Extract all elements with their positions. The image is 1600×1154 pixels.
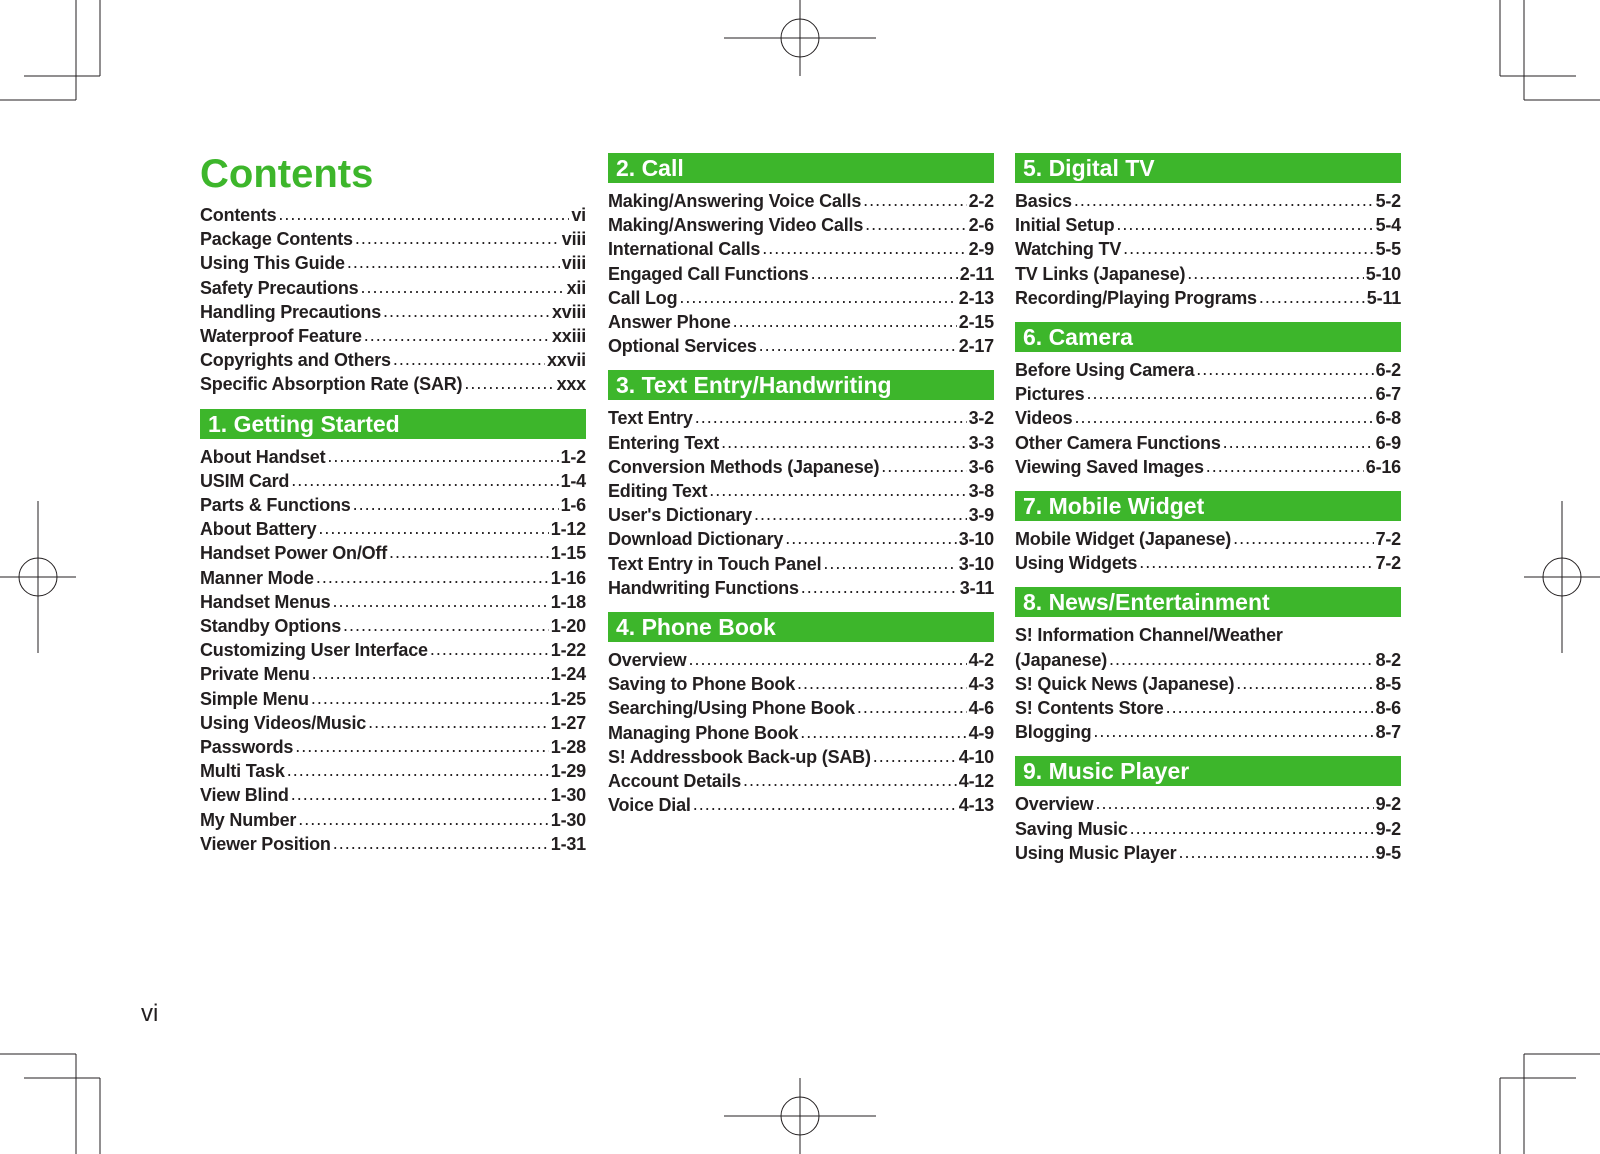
toc-entry-title: Viewing Saved Images bbox=[1015, 456, 1204, 477]
toc-entry-title: International Calls bbox=[608, 239, 761, 260]
dot-leader bbox=[863, 188, 966, 212]
toc-entry-page: 8-2 bbox=[1375, 649, 1401, 670]
dot-leader bbox=[333, 831, 549, 855]
toc-entry-title: Handwriting Functions bbox=[608, 577, 799, 598]
dot-leader bbox=[295, 734, 549, 758]
toc-entry-page: 5-5 bbox=[1375, 239, 1401, 260]
toc-entry-title: Voice Dial bbox=[608, 795, 691, 816]
toc-entry-title: Viewer Position bbox=[200, 833, 331, 854]
dot-leader bbox=[709, 478, 966, 502]
toc-entry-page: 2-11 bbox=[959, 263, 994, 284]
toc-entry[interactable] bbox=[200, 348, 586, 372]
toc-entry-page: 5-2 bbox=[1375, 191, 1401, 211]
toc-entry-title-continued: (Japanese) bbox=[1015, 649, 1108, 670]
toc-entry-page: 4-12 bbox=[958, 771, 994, 792]
toc-column-2 bbox=[608, 153, 994, 817]
toc-entry[interactable] bbox=[1015, 237, 1401, 261]
toc-entry[interactable] bbox=[1015, 696, 1401, 720]
toc-entry-title: S! Addressbook Back-up (SAB) bbox=[608, 746, 871, 767]
dot-leader bbox=[1116, 212, 1373, 236]
dot-leader bbox=[1093, 719, 1373, 743]
toc-entry[interactable] bbox=[608, 262, 994, 286]
toc-entry-page: 3-11 bbox=[959, 577, 994, 598]
toc-entry-title: Safety Precautions bbox=[200, 277, 359, 298]
toc-entry[interactable] bbox=[200, 687, 586, 711]
toc-entry-page: 6-9 bbox=[1375, 432, 1401, 453]
toc-entry-title: Pictures bbox=[1015, 384, 1085, 405]
toc-entry-title: Engaged Call Functions bbox=[608, 263, 809, 284]
toc-entry-page: 3-3 bbox=[968, 432, 994, 453]
dot-leader bbox=[360, 275, 564, 299]
toc-entry-title: Saving to Phone Book bbox=[608, 674, 796, 695]
toc-entry-title: TV Links (Japanese) bbox=[1015, 263, 1186, 284]
dot-leader bbox=[881, 454, 966, 478]
toc-entry-page: 1-31 bbox=[550, 833, 586, 854]
dot-leader bbox=[312, 661, 549, 685]
toc-entry-page: 8-7 bbox=[1375, 722, 1401, 743]
toc-entry-title: Overview bbox=[1015, 794, 1094, 815]
toc-entry[interactable] bbox=[200, 614, 586, 638]
toc-entry[interactable] bbox=[200, 300, 586, 324]
section-heading-getting-started: 1. Getting Started bbox=[200, 409, 586, 439]
toc-entry-page: 8-6 bbox=[1375, 698, 1401, 719]
dot-leader bbox=[287, 758, 549, 782]
toc-entry-page: viii bbox=[561, 253, 586, 274]
toc-entry[interactable] bbox=[608, 406, 994, 430]
toc-entry[interactable] bbox=[200, 445, 586, 469]
dot-leader bbox=[1123, 236, 1373, 260]
toc-entry-page: xviii bbox=[551, 301, 586, 322]
section-camera-list bbox=[1015, 358, 1401, 479]
toc-entry[interactable] bbox=[608, 721, 994, 745]
toc-entry[interactable] bbox=[200, 227, 586, 251]
toc-entry-title: Overview bbox=[608, 650, 687, 671]
dot-leader bbox=[1095, 791, 1373, 815]
toc-entry[interactable] bbox=[608, 189, 994, 213]
section-music-player-list bbox=[1015, 792, 1401, 865]
toc-entry-title: Waterproof Feature bbox=[200, 326, 362, 347]
section-phone-book-list bbox=[608, 648, 994, 817]
toc-entry-title: S! Quick News (Japanese) bbox=[1015, 673, 1235, 694]
dot-leader bbox=[797, 671, 967, 695]
toc-entry[interactable] bbox=[1015, 672, 1401, 696]
dot-leader bbox=[332, 589, 548, 613]
toc-entry[interactable] bbox=[200, 203, 586, 227]
toc-entry-title: Parts & Functions bbox=[200, 495, 351, 516]
toc-entry-page: 9-5 bbox=[1375, 842, 1401, 863]
toc-entry[interactable] bbox=[200, 566, 586, 590]
section-text-entry-list bbox=[608, 406, 994, 600]
toc-entry-title: Package Contents bbox=[200, 229, 353, 250]
section-digital-tv-list bbox=[1015, 189, 1401, 310]
toc-entry-title: View Blind bbox=[200, 785, 289, 806]
toc-entry-title: Other Camera Functions bbox=[1015, 432, 1221, 453]
toc-entry-page: 1-20 bbox=[550, 616, 586, 637]
dot-leader bbox=[1233, 526, 1374, 550]
toc-entry-page: 6-8 bbox=[1375, 408, 1401, 429]
dot-leader bbox=[688, 647, 966, 671]
dot-leader bbox=[721, 430, 967, 454]
toc-entry-title: Handling Precautions bbox=[200, 301, 382, 322]
toc-entry-title: Call Log bbox=[608, 287, 678, 308]
toc-entry-page: 1-28 bbox=[550, 737, 586, 758]
toc-entry-title: Download Dictionary bbox=[608, 529, 784, 550]
toc-entry[interactable] bbox=[1015, 527, 1401, 551]
dot-leader bbox=[1139, 550, 1373, 574]
toc-entry-title: Text Entry in Touch Panel bbox=[608, 553, 822, 574]
toc-entry[interactable] bbox=[1015, 817, 1401, 841]
toc-entry-page: 1-4 bbox=[560, 470, 586, 491]
dot-leader bbox=[383, 299, 550, 323]
toc-entry-title: About Battery bbox=[200, 519, 317, 540]
toc-entry[interactable] bbox=[1015, 382, 1401, 406]
toc-entry-title: Customizing User Interface bbox=[200, 640, 428, 661]
dot-leader bbox=[1074, 188, 1374, 212]
toc-entry[interactable] bbox=[608, 310, 994, 334]
toc-entry[interactable] bbox=[608, 696, 994, 720]
toc-entry-title: Manner Mode bbox=[200, 567, 314, 588]
toc-entry-title: Entering Text bbox=[608, 432, 720, 453]
toc-entry-title: Passwords bbox=[200, 737, 294, 758]
section-heading-call: 2. Call bbox=[608, 153, 994, 183]
toc-entry-page: 1-18 bbox=[550, 591, 586, 612]
dot-leader bbox=[754, 502, 967, 526]
dot-leader bbox=[759, 333, 957, 357]
section-heading-text-entry: 3. Text Entry/Handwriting bbox=[608, 370, 994, 400]
section-heading-music-player: 9. Music Player bbox=[1015, 756, 1401, 786]
toc-entry[interactable] bbox=[200, 469, 586, 493]
section-heading-digital-tv: 5. Digital TV bbox=[1015, 153, 1401, 183]
toc-entry[interactable] bbox=[1015, 262, 1401, 286]
toc-entry[interactable] bbox=[200, 735, 586, 759]
dot-leader bbox=[355, 226, 560, 250]
dot-leader bbox=[353, 492, 559, 516]
toc-entry[interactable] bbox=[200, 662, 586, 686]
toc-entry-title: Basics bbox=[1015, 191, 1072, 211]
toc-column-3 bbox=[1015, 153, 1401, 865]
toc-entry-title: USIM Card bbox=[200, 470, 290, 491]
toc-entry-page: 3-2 bbox=[968, 408, 994, 429]
toc-entry[interactable] bbox=[200, 783, 586, 807]
toc-entry[interactable] bbox=[608, 455, 994, 479]
toc-entry[interactable] bbox=[200, 493, 586, 517]
front-matter-list bbox=[200, 203, 586, 397]
dot-leader bbox=[1223, 430, 1374, 454]
toc-entry-title: Before Using Camera bbox=[1015, 360, 1195, 381]
toc-entry-page: 3-8 bbox=[968, 481, 994, 502]
toc-entry[interactable] bbox=[608, 213, 994, 237]
toc-entry[interactable] bbox=[200, 759, 586, 783]
toc-entry[interactable] bbox=[1015, 623, 1401, 647]
toc-entry[interactable] bbox=[1015, 358, 1401, 382]
toc-entry[interactable] bbox=[608, 648, 994, 672]
dot-leader bbox=[464, 371, 554, 395]
toc-entry[interactable] bbox=[1015, 551, 1401, 575]
toc-entry[interactable] bbox=[1015, 431, 1401, 455]
toc-entry[interactable] bbox=[608, 793, 994, 817]
page-title: Contents bbox=[200, 152, 374, 196]
dot-leader bbox=[1130, 816, 1374, 840]
toc-entry-page: 1-25 bbox=[550, 688, 586, 709]
toc-entry-title: Answer Phone bbox=[608, 312, 731, 333]
page-number: vi bbox=[141, 1000, 159, 1027]
toc-entry-page: xii bbox=[566, 277, 586, 298]
toc-entry[interactable] bbox=[200, 832, 586, 856]
dot-leader bbox=[298, 807, 549, 831]
toc-entry-title: Editing Text bbox=[608, 481, 708, 502]
toc-entry-title: Text Entry bbox=[608, 408, 693, 429]
toc-entry-title: Using Videos/Music bbox=[200, 712, 367, 733]
section-heading-phone-book: 4. Phone Book bbox=[608, 612, 994, 642]
toc-entry[interactable] bbox=[608, 552, 994, 576]
dot-leader bbox=[695, 405, 967, 429]
toc-entry-title: User's Dictionary bbox=[608, 505, 752, 526]
toc-entry-page: 6-2 bbox=[1375, 360, 1401, 381]
toc-entry-title: My Number bbox=[200, 809, 297, 830]
toc-entry-page: 1-15 bbox=[550, 543, 586, 564]
toc-entry-page: 1-30 bbox=[550, 785, 586, 806]
dot-leader bbox=[389, 540, 549, 564]
toc-entry[interactable] bbox=[608, 745, 994, 769]
toc-entry-page: 4-10 bbox=[958, 746, 994, 767]
section-heading-mobile-widget: 7. Mobile Widget bbox=[1015, 491, 1401, 521]
toc-entry[interactable] bbox=[608, 334, 994, 358]
toc-entry[interactable] bbox=[200, 541, 586, 565]
toc-entry-page: 3-10 bbox=[958, 529, 994, 550]
toc-entry-page: 1-12 bbox=[550, 519, 586, 540]
toc-entry-page: 2-13 bbox=[958, 287, 994, 308]
dot-leader bbox=[1086, 381, 1373, 405]
section-getting-started-list bbox=[200, 445, 586, 856]
toc-entry-page: 9-2 bbox=[1375, 818, 1401, 839]
dot-leader bbox=[430, 637, 549, 661]
dot-leader bbox=[327, 444, 558, 468]
toc-entry-page: 3-10 bbox=[958, 553, 994, 574]
toc-entry-page: 4-3 bbox=[968, 674, 994, 695]
dot-leader bbox=[316, 565, 549, 589]
toc-entry-title: Making/Answering Voice Calls bbox=[608, 191, 862, 211]
toc-entry[interactable] bbox=[608, 431, 994, 455]
toc-entry[interactable] bbox=[200, 251, 586, 275]
toc-entry-page: 7-2 bbox=[1375, 553, 1401, 574]
dot-leader bbox=[693, 792, 957, 816]
toc-entry[interactable] bbox=[200, 808, 586, 832]
toc-entry-title: Simple Menu bbox=[200, 688, 309, 709]
toc-entry-title: S! Information Channel/Weather bbox=[1015, 625, 1283, 646]
toc-entry-title: Copyrights and Others bbox=[200, 350, 391, 371]
toc-entry-page: 5-4 bbox=[1375, 215, 1401, 236]
toc-entry-page: 2-2 bbox=[968, 191, 994, 211]
dot-leader bbox=[291, 782, 549, 806]
toc-entry-page: 7-2 bbox=[1375, 529, 1401, 550]
dot-leader bbox=[1259, 285, 1365, 309]
dot-leader bbox=[823, 551, 956, 575]
toc-entry[interactable] bbox=[608, 527, 994, 551]
toc-entry-page: 2-6 bbox=[968, 215, 994, 236]
toc-entry-title: Using This Guide bbox=[200, 253, 345, 274]
toc-entry-title: Saving Music bbox=[1015, 818, 1128, 839]
toc-entry-title: Conversion Methods (Japanese) bbox=[608, 456, 880, 477]
section-call-list bbox=[608, 189, 994, 358]
toc-entry[interactable] bbox=[1015, 189, 1401, 213]
toc-entry-page: 1-27 bbox=[550, 712, 586, 733]
toc-column-1 bbox=[200, 203, 586, 856]
toc-entry[interactable] bbox=[1015, 720, 1401, 744]
toc-entry-page: 1-24 bbox=[550, 664, 586, 685]
toc-entry-page: 1-29 bbox=[550, 761, 586, 782]
dot-leader bbox=[1196, 357, 1373, 381]
toc-entry-title: Contents bbox=[200, 205, 277, 225]
dot-leader bbox=[311, 686, 549, 710]
dot-leader bbox=[364, 323, 550, 347]
dot-leader bbox=[347, 250, 560, 274]
toc-entry[interactable] bbox=[200, 324, 586, 348]
dot-leader bbox=[679, 285, 956, 309]
dot-leader bbox=[1109, 647, 1374, 671]
toc-entry-page: 2-9 bbox=[968, 239, 994, 260]
toc-entry-page: 1-6 bbox=[560, 495, 586, 516]
toc-entry-page: 6-16 bbox=[1365, 456, 1401, 477]
toc-entry-title: Private Menu bbox=[200, 664, 310, 685]
dot-leader bbox=[1075, 405, 1374, 429]
toc-entry-title: Initial Setup bbox=[1015, 215, 1115, 236]
dot-leader bbox=[762, 236, 966, 260]
toc-entry[interactable] bbox=[1015, 286, 1401, 310]
toc-entry[interactable] bbox=[200, 590, 586, 614]
toc-entry-page: 4-9 bbox=[968, 722, 994, 743]
dot-leader bbox=[1206, 454, 1364, 478]
toc-entry-page: 1-16 bbox=[550, 567, 586, 588]
toc-entry-title: Mobile Widget (Japanese) bbox=[1015, 529, 1232, 550]
toc-entry-page: 5-11 bbox=[1366, 287, 1401, 308]
toc-entry-page: 1-2 bbox=[560, 446, 586, 467]
toc-entry-title: Making/Answering Video Calls bbox=[608, 215, 864, 236]
toc-entry-title: Multi Task bbox=[200, 761, 285, 782]
dot-leader bbox=[278, 202, 569, 226]
toc-entry-page: xxiii bbox=[551, 326, 586, 347]
toc-entry-title: Specific Absorption Rate (SAR) bbox=[200, 374, 463, 395]
toc-entry[interactable] bbox=[1015, 213, 1401, 237]
toc-entry-title: Account Details bbox=[608, 771, 742, 792]
toc-entry-title: Handset Power On/Off bbox=[200, 543, 388, 564]
toc-entry-page: 3-6 bbox=[968, 456, 994, 477]
dot-leader bbox=[1236, 671, 1373, 695]
toc-entry-page: 5-10 bbox=[1365, 263, 1401, 284]
section-heading-news-entertainment: 8. News/Entertainment bbox=[1015, 587, 1401, 617]
toc-entry-page: 6-7 bbox=[1375, 384, 1401, 405]
toc-entry-page: 4-6 bbox=[968, 698, 994, 719]
toc-entry[interactable] bbox=[608, 286, 994, 310]
toc-entry[interactable] bbox=[1015, 455, 1401, 479]
toc-entry-page: 2-17 bbox=[958, 336, 994, 357]
toc-entry[interactable] bbox=[608, 672, 994, 696]
dot-leader bbox=[811, 261, 958, 285]
toc-entry-title: Blogging bbox=[1015, 722, 1092, 743]
section-news-entertainment-list bbox=[1015, 623, 1401, 744]
dot-leader bbox=[873, 744, 957, 768]
toc-entry-title: About Handset bbox=[200, 446, 326, 467]
toc-entry[interactable] bbox=[1015, 406, 1401, 430]
toc-entry-page: viii bbox=[561, 229, 586, 250]
toc-entry[interactable] bbox=[200, 711, 586, 735]
toc-entry-title: Using Music Player bbox=[1015, 842, 1177, 863]
toc-entry-title: Handset Menus bbox=[200, 591, 331, 612]
toc-entry[interactable] bbox=[1015, 792, 1401, 816]
toc-entry-page: xxx bbox=[556, 374, 586, 395]
toc-entry-title: Managing Phone Book bbox=[608, 722, 799, 743]
toc-entry[interactable] bbox=[200, 638, 586, 662]
toc-entry-title: Recording/Playing Programs bbox=[1015, 287, 1257, 308]
toc-entry-title: S! Contents Store bbox=[1015, 698, 1164, 719]
toc-entry[interactable] bbox=[608, 503, 994, 527]
dot-leader bbox=[743, 768, 957, 792]
toc-entry[interactable] bbox=[608, 237, 994, 261]
toc-entry[interactable] bbox=[1015, 841, 1401, 865]
toc-entry-page: 1-30 bbox=[550, 809, 586, 830]
toc-entry[interactable] bbox=[200, 517, 586, 541]
dot-leader bbox=[865, 212, 966, 236]
dot-leader bbox=[733, 309, 957, 333]
dot-leader bbox=[857, 695, 967, 719]
toc-entry-continued[interactable] bbox=[1015, 648, 1401, 672]
toc-entry-page: xxvii bbox=[546, 350, 586, 371]
toc-entry-page: 4-2 bbox=[968, 650, 994, 671]
dot-leader bbox=[318, 516, 548, 540]
dot-leader bbox=[368, 710, 549, 734]
dot-leader bbox=[801, 575, 958, 599]
toc-entry-page: 3-9 bbox=[968, 505, 994, 526]
toc-entry-page: 9-2 bbox=[1375, 794, 1401, 815]
toc-entry[interactable] bbox=[608, 769, 994, 793]
dot-leader bbox=[343, 613, 549, 637]
toc-entry-title: Videos bbox=[1015, 408, 1073, 429]
toc-entry[interactable] bbox=[608, 576, 994, 600]
dot-leader bbox=[1187, 261, 1364, 285]
toc-entry-page: 1-22 bbox=[550, 640, 586, 661]
dot-leader bbox=[393, 347, 545, 371]
dot-leader bbox=[785, 526, 957, 550]
toc-entry-page: 8-5 bbox=[1375, 673, 1401, 694]
dot-leader bbox=[1166, 695, 1374, 719]
toc-entry[interactable] bbox=[608, 479, 994, 503]
toc-entry-page: 4-13 bbox=[958, 795, 994, 816]
toc-entry-title: Using Widgets bbox=[1015, 553, 1138, 574]
section-mobile-widget-list bbox=[1015, 527, 1401, 575]
toc-entry-title: Standby Options bbox=[200, 616, 342, 637]
toc-entry-page: 2-15 bbox=[958, 312, 994, 333]
toc-entry-title: Searching/Using Phone Book bbox=[608, 698, 855, 719]
toc-entry-page: vi bbox=[571, 205, 586, 225]
toc-entry[interactable] bbox=[200, 276, 586, 300]
toc-entry[interactable] bbox=[200, 372, 586, 396]
toc-entry-title: Watching TV bbox=[1015, 239, 1122, 260]
section-heading-camera: 6. Camera bbox=[1015, 322, 1401, 352]
dot-leader bbox=[800, 720, 966, 744]
dot-leader bbox=[291, 468, 558, 492]
dot-leader bbox=[1178, 840, 1373, 864]
toc-entry-title: Optional Services bbox=[608, 336, 757, 357]
